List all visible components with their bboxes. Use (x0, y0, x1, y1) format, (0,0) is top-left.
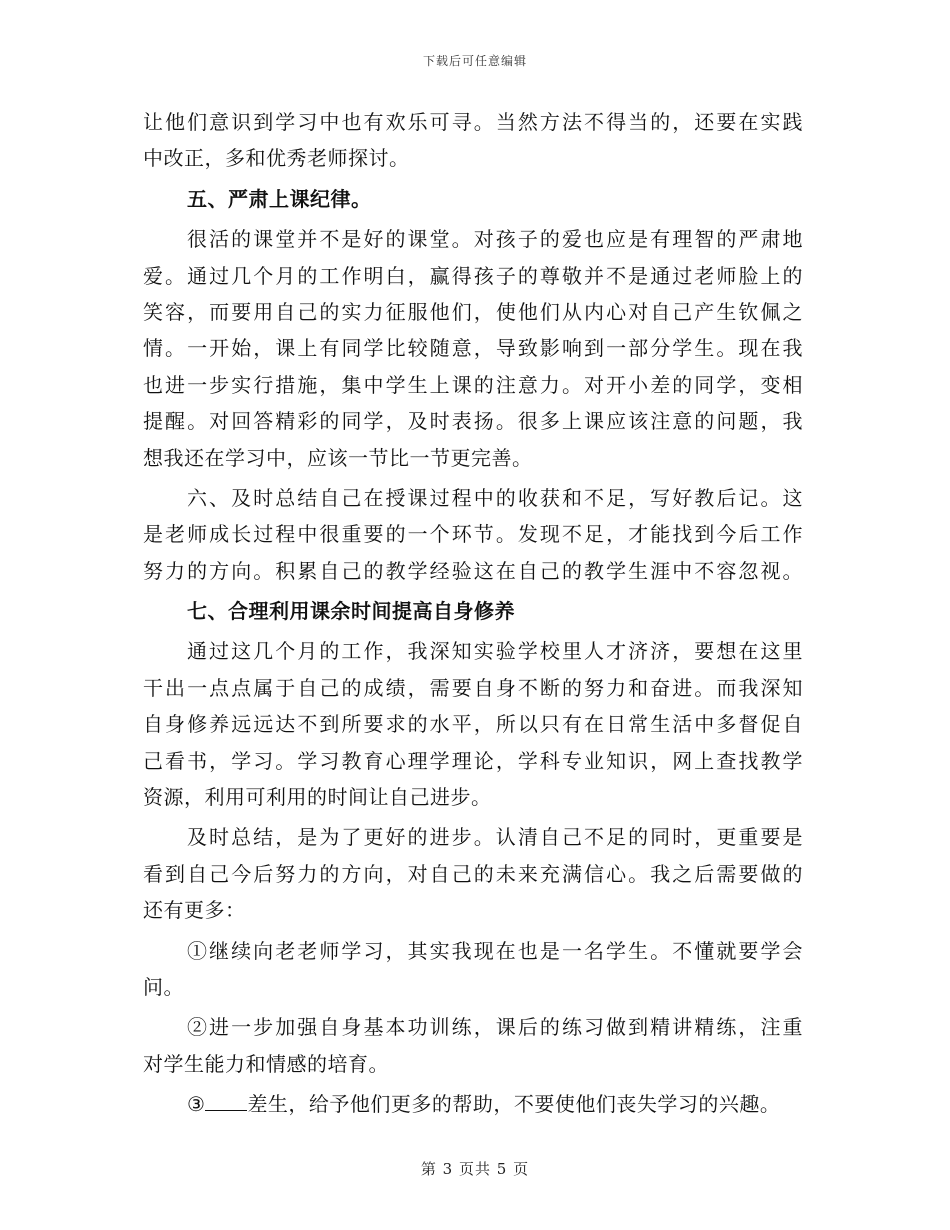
text-line (143, 1086, 803, 1122)
text-line: 干出一点点属于自己的成绩，需要自身不断的努力和奋进。而我深知 (143, 675, 803, 700)
paragraph-2 (143, 221, 803, 476)
list-item-2 (143, 1009, 803, 1082)
text-line: 爱。通过几个月的工作明白，赢得孩子的尊敬并不是通过老师脸上的 (143, 263, 803, 288)
document-body (143, 104, 803, 1123)
page-header: 下载后可任意编辑 (422, 54, 527, 68)
list-item-1 (143, 933, 803, 1006)
text-line: 是老师成长过程中很重要的一个环节。发现不足，才能找到今后工作 (143, 522, 803, 547)
text-line: 让他们意识到学习中也有欢乐可寻。当然方法不得当的，还要在实践 (143, 110, 803, 134)
text-line: 看到自己今后努力的方向，对自己的未来充满信心。我之后需要做的 (143, 861, 803, 886)
section-heading-7 (143, 593, 803, 629)
page-number: 第 3 页共 5 页 (420, 1160, 530, 1178)
text-line: 也进一步实行措施，集中学生上课的注意力。对开小差的同学，变相 (143, 372, 803, 397)
text-line: ②进一步加强自身基本功训练，课后的练习做到精讲精练，注重 (187, 1015, 803, 1040)
paragraph-3 (143, 480, 803, 589)
paragraph-5 (143, 819, 803, 928)
list-marker: ③ (187, 1092, 206, 1117)
text-line: 自身修养远远达不到所要求的水平，所以只有在日常生活中多督促自 (143, 712, 803, 737)
paragraph-1 (143, 104, 803, 177)
text-line: 情。一开始，课上有同学比较随意，导致影响到一部分学生。现在我 (143, 336, 803, 361)
text-line: 己看书，学习。学习教育心理学理论，学科专业知识，网上查找教学 (143, 748, 803, 773)
text-line: 提醒。对回答精彩的同学，及时表扬。很多上课应该注意的问题，我 (143, 409, 803, 434)
text-line: 通过这几个月的工作，我深知实验学校里人才济济，要想在这里 (187, 639, 803, 664)
text-line: 六、及时总结自己在授课过程中的收获和不足，写好教后记。这 (187, 485, 803, 510)
text-line: 努力的方向。积累自己的教学经验这在自己的教学生涯中不容忽视。 (143, 558, 803, 583)
text-fragment: 差生，给予他们更多的帮助，不要使他们丧失学习的兴趣。 (247, 1092, 781, 1117)
paragraph-4 (143, 633, 803, 815)
text-line: 中改正，多和优秀老师探讨。 (143, 146, 410, 171)
text-line: ①继续向老老师学习，其实我现在也是一名学生。不懂就要学会 (187, 938, 803, 963)
section-heading-5 (143, 181, 803, 217)
text-line: 很活的课堂并不是好的课堂。对孩子的爱也应是有理智的严肃地 (187, 227, 803, 252)
text-line: 问。 (143, 974, 184, 999)
heading-line: 五、严肃上课纪律。 (187, 186, 372, 211)
text-line: 及时总结，是为了更好的进步。认清自己不足的同时，更重要是 (187, 825, 803, 850)
list-item-3 (143, 1086, 803, 1122)
text-line: 对学生能力和情感的培育。 (143, 1051, 389, 1076)
text-line: 资源，利用可利用的时间让自己进步。 (143, 785, 492, 810)
fill-in-blank (205, 1092, 247, 1111)
text-line: 还有更多： (143, 898, 246, 923)
heading-line: 七、合理利用课余时间提高自身修养 (187, 599, 515, 624)
text-line: 想我还在学习中，应该一节比一节更完善。 (143, 445, 533, 470)
text-line: 笑容，而要用自己的实力征服他们，使他们从内心对自己产生钦佩之 (143, 299, 803, 324)
